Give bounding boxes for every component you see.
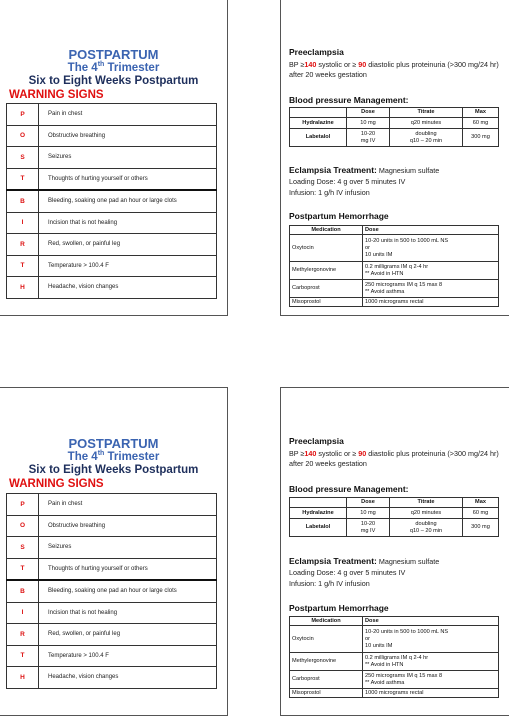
table-row: Carboprost 250 micrograms IM q 15 max 8 ** Avoid asthma — [290, 671, 499, 689]
table-row: Hydralazine 10 mg q20 minutes 60 mg — [290, 118, 499, 129]
table-row: B Bleeding, soaking one pad an hour or large clots — [7, 580, 217, 602]
table-row: Misoprostol 1000 micrograms rectal — [290, 298, 499, 307]
timeframe-subtitle: Six to Eight Weeks Postpartum — [28, 464, 199, 476]
loading-dose: Loading Dose: 4 g over 5 minutes IV — [289, 568, 406, 577]
preeclampsia-criteria: BP ≥140 systolic or ≥ 90 diastolic plus proteinuria (>300 mg/24 hr) after 20 weeks gestation — [289, 60, 499, 79]
table-row: Labetalol 10-20 mg IV doubling q10 – 20 min 300 mg — [290, 519, 499, 537]
table-row: B Bleeding, soaking one pad an hour or large clots — [7, 190, 217, 212]
table-row: O Obstructive breathing — [7, 515, 217, 537]
table-row: T Temperature > 100.4 F — [7, 645, 217, 667]
pph-table — [289, 225, 499, 307]
infusion-dose: Infusion: 1 g/h IV infusion — [289, 579, 370, 588]
warning-signs-table — [6, 493, 217, 689]
postpartum-title: POSTPARTUM — [68, 47, 159, 62]
table-row: Oxytocin 10-20 units in 500 to 1000 mL NS or 10 units IM — [290, 235, 499, 262]
table-row: P Pain in chest — [7, 494, 217, 516]
table-row: Methylergonovine 0.2 milligrams IM q 2-4 hr ** Avoid in HTN — [290, 653, 499, 671]
clinical-reference-card-bottom — [280, 387, 509, 716]
table-row: S Seizures — [7, 537, 217, 559]
table-row: I Incision that is not healing — [7, 602, 217, 624]
warning-signs-heading: WARNING SIGNS — [9, 478, 104, 490]
table-row: I Incision that is not healing — [7, 212, 217, 234]
preeclampsia-criteria: BP ≥140 systolic or ≥ 90 diastolic plus proteinuria (>300 mg/24 hr) after 20 weeks gestation — [289, 449, 499, 468]
table-row: Misoprostol 1000 micrograms rectal — [290, 689, 499, 698]
table-row: Medication Dose — [290, 226, 499, 235]
table-row: Dose Titrate Max — [290, 108, 499, 118]
postpartum-title: POSTPARTUM — [68, 436, 159, 451]
table-row: Methylergonovine 0.2 milligrams IM q 2-4 hr ** Avoid in HTN — [290, 262, 499, 280]
table-row: T Thoughts of hurting yourself or others — [7, 168, 217, 190]
infusion-dose: Infusion: 1 g/h IV infusion — [289, 188, 370, 197]
table-row: Hydralazine 10 mg q20 minutes 60 mg — [290, 508, 499, 519]
table-row: H Headache, vision changes — [7, 667, 217, 689]
table-row: Oxytocin 10-20 units in 500 to 1000 mL NS or 10 units IM — [290, 626, 499, 653]
pph-heading: Postpartum Hemorrhage — [289, 603, 389, 613]
trimester-subtitle: The 4th Trimester — [67, 61, 160, 74]
table-row: P Pain in chest — [7, 104, 217, 126]
trimester-subtitle: The 4th Trimester — [67, 450, 160, 463]
table-row: T Temperature > 100.4 F — [7, 255, 217, 277]
table-row: R Red, swollen, or painful leg — [7, 624, 217, 646]
bp-management-table — [289, 107, 499, 147]
table-row: Medication Dose — [290, 617, 499, 626]
warning-signs-heading: WARNING SIGNS — [9, 89, 104, 101]
pph-heading: Postpartum Hemorrhage — [289, 211, 389, 221]
pph-table — [289, 616, 499, 698]
table-row: Labetalol 10-20 mg IV doubling q10 – 20 min 300 mg — [290, 129, 499, 147]
clinical-reference-card-top — [280, 0, 509, 316]
table-row: Dose Titrate Max — [290, 498, 499, 508]
table-row: S Seizures — [7, 147, 217, 169]
table-row: Carboprost 250 micrograms IM q 15 max 8 ** Avoid asthma — [290, 280, 499, 298]
timeframe-subtitle: Six to Eight Weeks Postpartum — [28, 75, 199, 87]
preeclampsia-heading: Preeclampsia — [289, 47, 344, 57]
warning-signs-card-top — [0, 0, 228, 316]
bp-management-heading: Blood pressure Management: — [289, 95, 409, 105]
warning-signs-card-bottom — [0, 387, 228, 716]
warning-signs-table — [6, 103, 217, 299]
preeclampsia-heading: Preeclampsia — [289, 436, 344, 446]
table-row: T Thoughts of hurting yourself or others — [7, 558, 217, 580]
table-row: H Headache, vision changes — [7, 277, 217, 299]
loading-dose: Loading Dose: 4 g over 5 minutes IV — [289, 177, 406, 186]
eclampsia-treatment: Eclampsia Treatment: Magnesium sulfate — [289, 556, 440, 566]
bp-management-heading: Blood pressure Management: — [289, 484, 409, 494]
bp-management-table — [289, 497, 499, 537]
table-row: O Obstructive breathing — [7, 125, 217, 147]
eclampsia-treatment: Eclampsia Treatment: Magnesium sulfate — [289, 165, 440, 175]
table-row: R Red, swollen, or painful leg — [7, 234, 217, 256]
